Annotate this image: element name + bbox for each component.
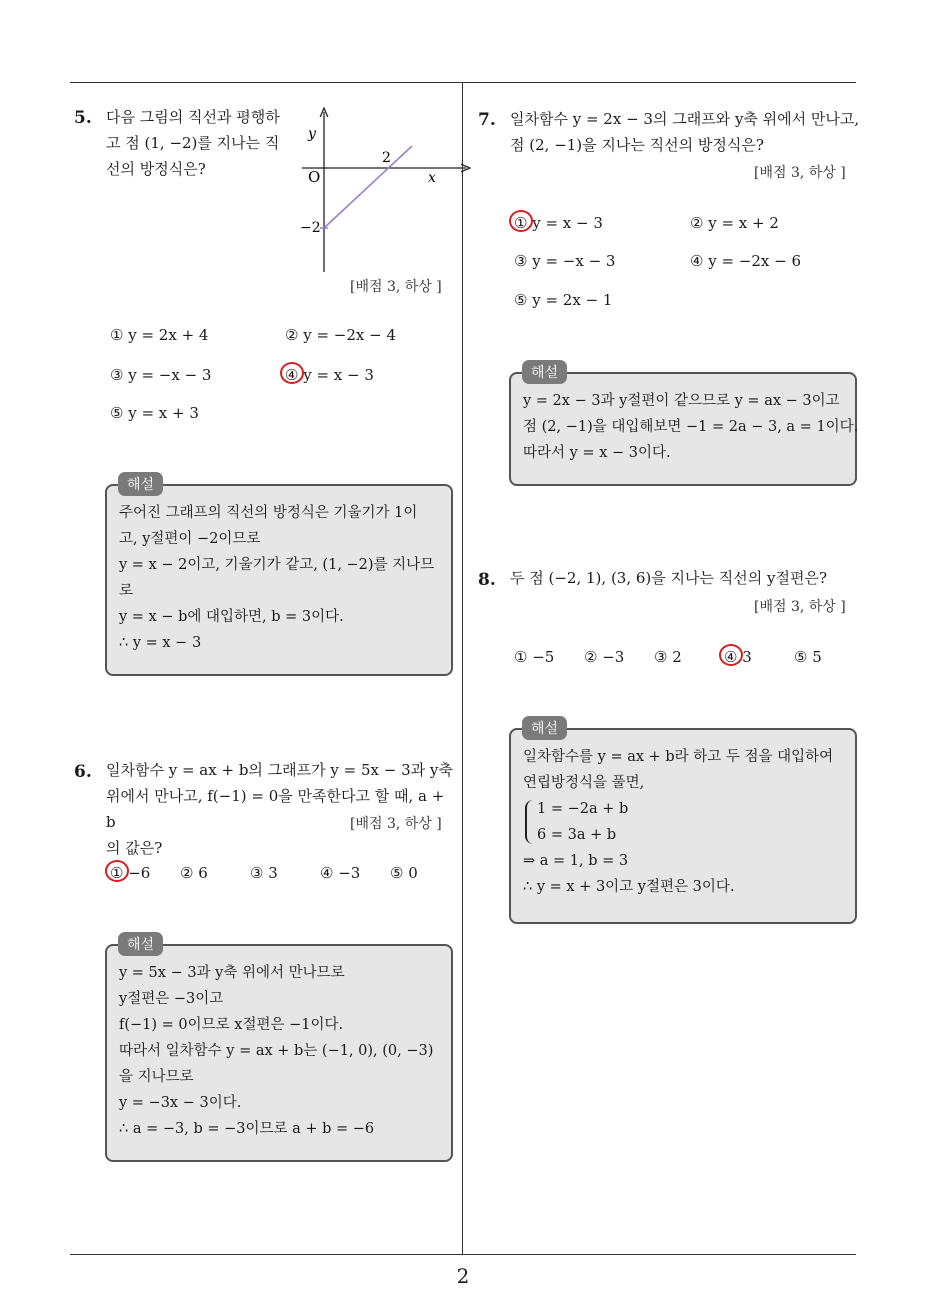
q7-solution-line-2: 점 (2, −1)을 대입해보면 −1 = 2a − 3, a = 1이다. [523,419,859,435]
q7-choice-1[interactable]: ① y = x − 3 [514,214,603,232]
q6-solution-line-1: y = 5x − 3과 y축 위에서 만나므로 [119,965,345,981]
q8-line-1: 두 점 (−2, 1), (3, 6)을 지나는 직선의 y절편은? [510,569,827,587]
q5-choice-3[interactable]: ③ y = −x − 3 [110,366,212,384]
q8-solution-intro-2: 연립방정식을 풀면, [523,775,645,791]
q5-choice-5[interactable]: ⑤ y = x + 3 [110,404,199,422]
q5-choice-2[interactable]: ② y = −2x − 4 [285,326,397,344]
q7-text [510,106,860,158]
bottom-rule [70,1254,856,1255]
q6-solution-line-2: y절편은 −3이고 [119,991,224,1007]
q7-line-1: 일차함수 y = 2x − 3의 그래프와 y축 위에서 만나고, [510,110,860,128]
q5-answer-circle [280,362,304,384]
q5-choice-4[interactable]: ④ y = x − 3 [285,366,374,384]
q6-text [106,757,456,861]
q8-answer-circle [719,644,743,666]
q8-solution-box [509,728,857,924]
q6-solution-line-7: ∴ a = −3, b = −3이므로 a + b = −6 [119,1121,375,1137]
x-axis-label: x [428,170,436,186]
y-tick-label: −2 [300,220,321,236]
q5-solution-line-5: y = x − b에 대입하면, b = 3이다. [119,609,344,625]
q6-score: [배점 3, 하상 ] [350,816,442,832]
q6-solution-line-4: 따라서 일차함수 y = ax + b는 (−1, 0), (0, −3) [119,1043,434,1059]
q8-choice-4[interactable]: ④ 3 [724,648,752,666]
q7-choice-2[interactable]: ② y = x + 2 [690,214,779,232]
q6-choice-4[interactable]: ④ −3 [320,864,361,882]
x-tick-label: 2 [382,150,391,166]
q6-solution-tag: 해설 [118,932,163,956]
q6-number: 6. [74,762,92,782]
q7-solution-box [509,372,857,486]
q8-equation-2: 6 = 3a + b [537,827,617,843]
q5-choice-1[interactable]: ① y = 2x + 4 [110,326,209,344]
y-axis-label: y [308,126,316,142]
q7-solution-line-3: 따라서 y = x − 3이다. [523,445,671,461]
q7-solution-line-1: y = 2x − 3과 y절편이 같으므로 y = ax − 3이고 [523,393,840,409]
q7-number: 7. [478,110,496,130]
q6-solution-line-5: 을 지나므로 [119,1069,194,1085]
q8-choice-1[interactable]: ① −5 [514,648,555,666]
q8-score: [배점 3, 하상 ] [754,599,846,615]
q5-text [106,104,292,182]
q6-choice-3[interactable]: ③ 3 [250,864,278,882]
q6-answer-circle [105,860,129,882]
q6-choice-2[interactable]: ② 6 [180,864,208,882]
origin-label: O [308,168,321,186]
q5-line-3: 선의 방정식은? [106,160,206,178]
q8-choice-3[interactable]: ③ 2 [654,648,682,666]
q7-solution-tag: 해설 [522,360,567,384]
q8-solution-intro-1: 일차함수를 y = ax + b라 하고 두 점을 대입하여 [523,749,834,765]
q6-solution-box [105,944,453,1162]
q5-solution-line-2: 고, y절편이 −2이므로 [119,531,261,547]
q5-solution-line-4: 로 [119,583,134,599]
q7-answer-circle [509,210,533,232]
q8-choice-5[interactable]: ⑤ 5 [794,648,822,666]
q5-line-2: 고 점 (1, −2)를 지나는 직 [106,134,280,152]
q5-number: 5. [74,108,92,128]
q8-equation-1: 1 = −2a + b [537,801,629,817]
q7-choice-3[interactable]: ③ y = −x − 3 [514,252,616,270]
q7-choice-5[interactable]: ⑤ y = 2x − 1 [514,291,613,309]
top-rule [70,82,856,83]
q5-solution-tag: 해설 [118,472,163,496]
q7-line-2: 점 (2, −1)을 지나는 직선의 방정식은? [510,136,764,154]
q8-solution-outro-1: ⇒ a = 1, b = 3 [523,853,629,869]
q6-line-1: 일차함수 y = ax + b의 그래프가 y = 5x − 3과 y축 [106,761,453,779]
q6-choice-1[interactable]: ① −6 [110,864,151,882]
q8-choice-2[interactable]: ② −3 [584,648,625,666]
q8-solution-tag: 해설 [522,716,567,740]
graph-line [324,146,412,228]
q6-line-3: 의 값은? [106,839,163,857]
q5-graph [294,104,474,282]
q5-score: [배점 3, 하상 ] [350,279,442,295]
q8-equation-system [523,796,843,848]
q7-choice-4[interactable]: ④ y = −2x − 6 [690,252,802,270]
q8-solution-outro-2: ∴ y = x + 3이고 y절편은 3이다. [523,879,735,895]
q5-solution-line-1: 주어진 그래프의 직선의 방정식은 기울기가 1이 [119,505,418,521]
q5-solution-box [105,484,453,676]
q7-score: [배점 3, 하상 ] [754,165,846,181]
q6-line-2: 위에서 만나고, f(−1) = 0을 만족한다고 할 때, a + b [106,787,445,831]
q8-text [510,565,860,591]
q5-solution-line-3: y = x − 2이고, 기울기가 같고, (1, −2)를 지나므 [119,557,435,573]
q8-number: 8. [478,570,496,590]
q5-solution-line-6: ∴ y = x − 3 [119,635,202,651]
q6-solution-line-3: f(−1) = 0이므로 x절편은 −1이다. [119,1017,344,1033]
q5-line-1: 다음 그림의 직선과 평행하 [106,108,280,126]
q6-solution-line-6: y = −3x − 3이다. [119,1095,242,1111]
page-number: 2 [456,1264,470,1288]
q6-choice-5[interactable]: ⑤ 0 [390,864,418,882]
